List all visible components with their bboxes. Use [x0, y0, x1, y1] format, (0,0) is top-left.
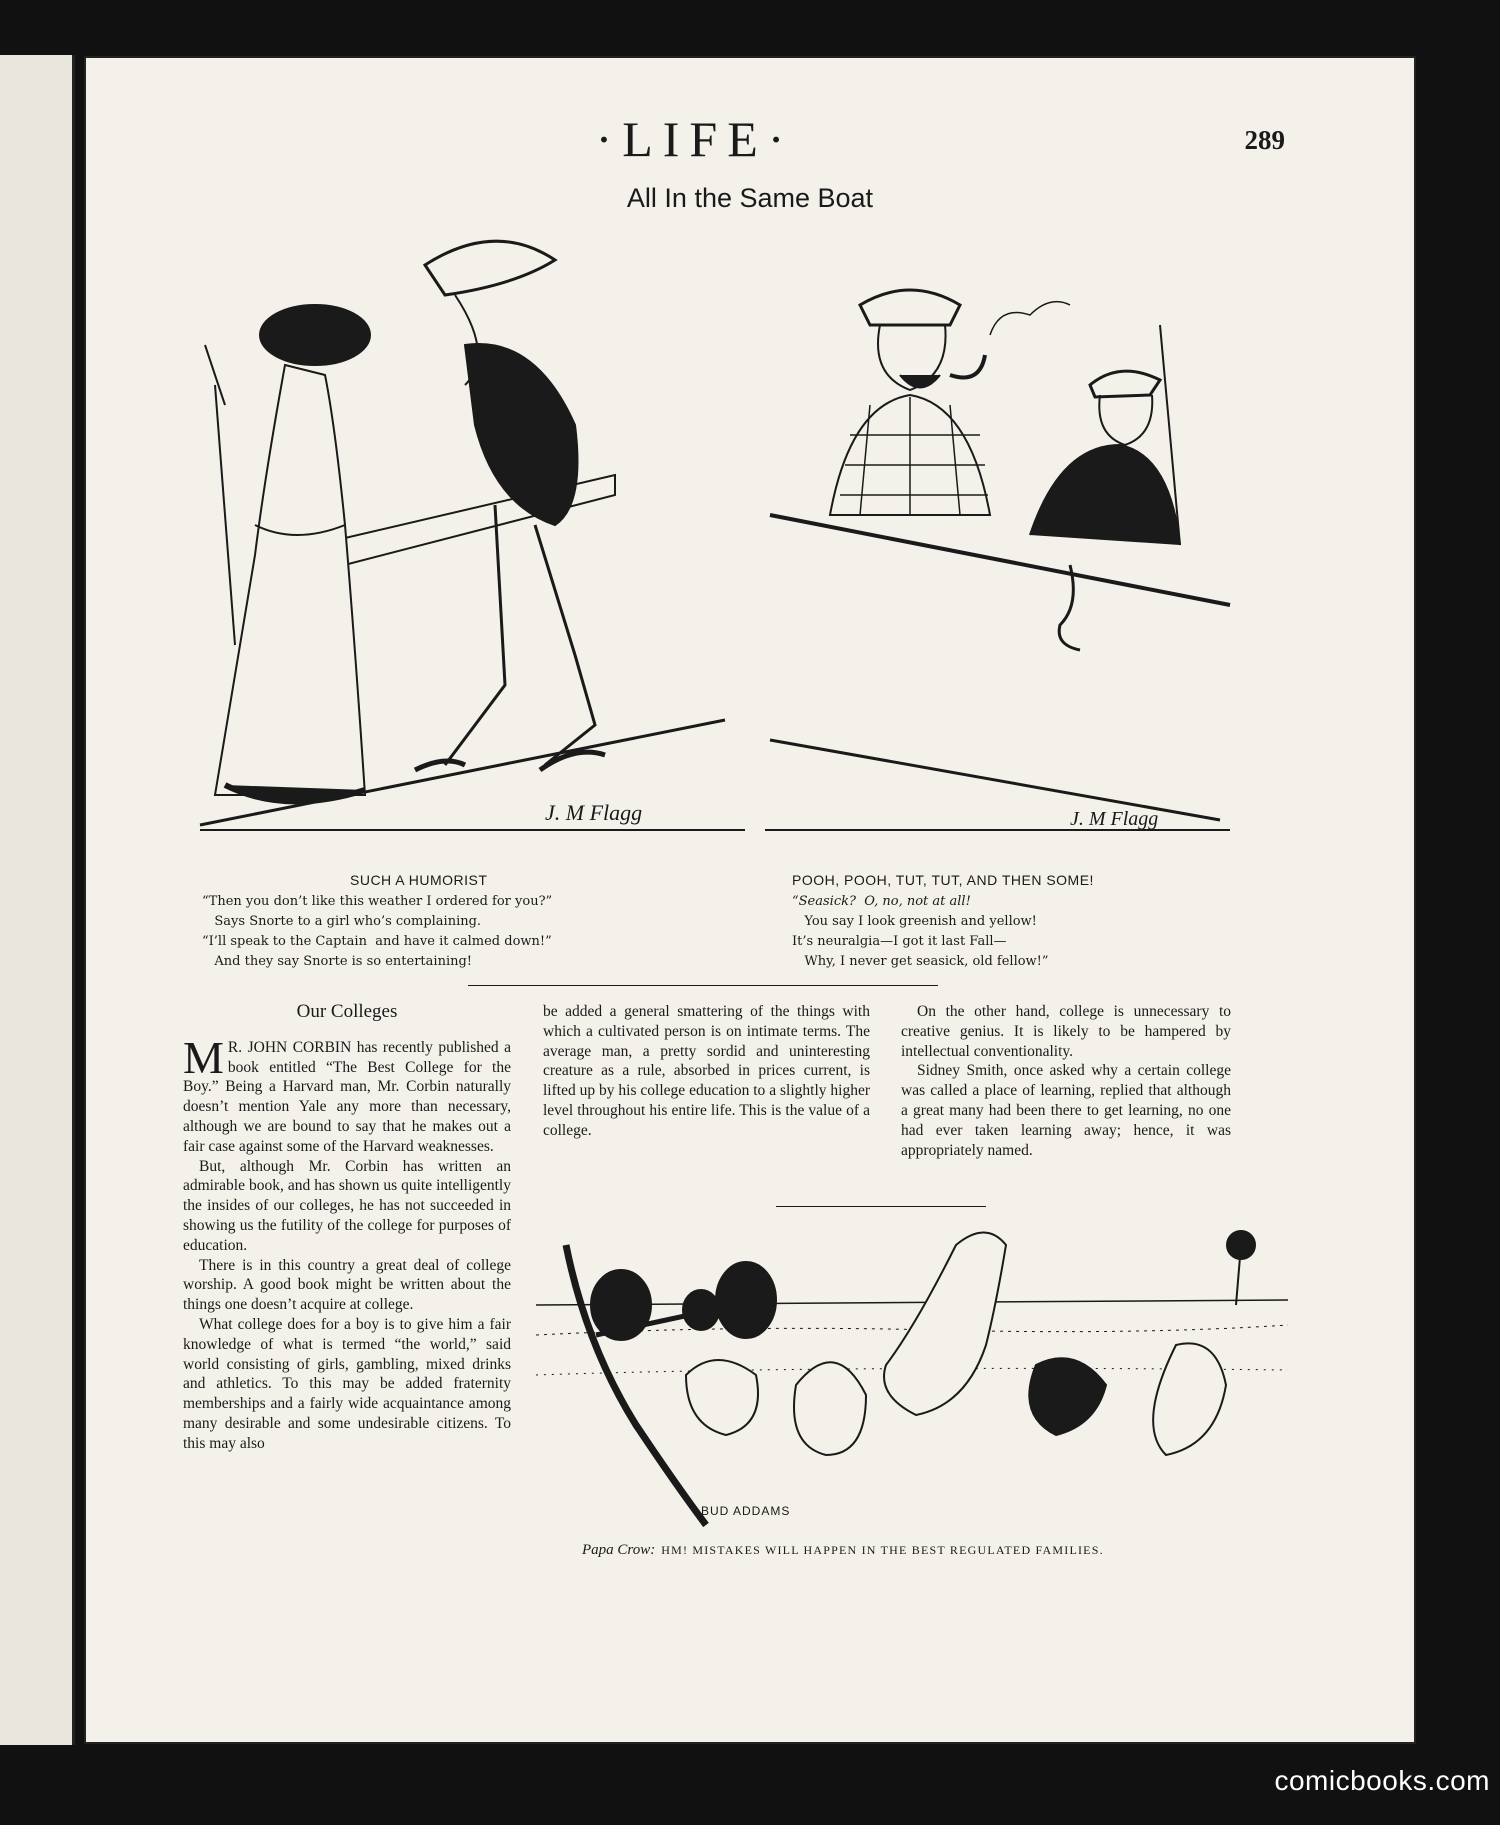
- crow-cartoon-panel: [536, 1225, 1288, 1530]
- caption-title: POOH, POOH, TUT, TUT, AND THEN SOME!: [792, 872, 1094, 888]
- caption-line: It’s neuralgia—I got it last Fall—: [792, 934, 1007, 949]
- article-paragraph: be added a general smattering of the things with which a cultivated person is on intimate terms. The average man, a pretty sordid and uninteresting creature as a rule, absorbed in prices current, is lifted up by his college education to a slightly higher level throughout his entire life. This is the value of a college.: [543, 1003, 870, 1139]
- crow-caption-text: HM! MISTAKES WILL HAPPEN IN THE BEST REGULATED FAMILIES.: [661, 1543, 1104, 1557]
- article-column-1: [183, 1002, 511, 1454]
- cartoon-panel-right: [760, 265, 1235, 840]
- article-column-2: [543, 1002, 870, 1141]
- caption-such-a-humorist: [202, 870, 672, 972]
- crow-illustration: [536, 1225, 1288, 1530]
- caption-line: You say I look greenish and yellow!: [792, 914, 1037, 929]
- seasick-illustration: [760, 265, 1235, 840]
- page-number: 289: [1244, 125, 1285, 155]
- svg-text:J. M Flagg: J. M Flagg: [545, 800, 643, 825]
- caption-line: “Then you don’t like this weather I ordered for you?”: [202, 894, 553, 909]
- humorist-illustration: [195, 225, 755, 840]
- article-title: Our Colleges: [296, 1001, 398, 1022]
- svg-text:J. M Flagg: J. M Flagg: [1070, 808, 1159, 830]
- caption-line: Why, I never get seasick, old fellow!”: [792, 954, 1049, 969]
- caption-pooh-pooh: [792, 870, 1212, 972]
- masthead: ·LIFE·: [595, 111, 795, 167]
- article-paragraph: What college does for a boy is to give him a fair knowledge of what is termed “the world,” said world consisting of girls, gambling, mixed drinks and athletics. To this may be added fraternity memberships and a fairly wide acquaintance among many desirable and some undesirable citizens. To this may also: [183, 1315, 511, 1452]
- article-paragraph: M R. JOHN CORBIN has recently published a book entitled “The Best College for the Boy.” Being a Harvard man, Mr. Corbin naturally doesn’t mention Yale any more than necessary, although we are bound to say that he makes out a fair case against some of the Harvard weaknesses.: [183, 1031, 511, 1155]
- drop-cap: M: [183, 1031, 224, 1083]
- caption-line: Says Snorte to a girl who’s complaining.: [202, 914, 482, 929]
- caption-title: SUCH A HUMORIST: [350, 872, 488, 888]
- article-column-3: [901, 1002, 1231, 1160]
- cartoon-title: All In the Same Boat: [626, 183, 874, 213]
- section-divider: [468, 985, 938, 986]
- article-paragraph: Sidney Smith, once asked why a certain college was called a place of learning, replied that although a great many had been there to get learning, no one had ever taken learning away; hence, it was appropriately named.: [901, 1062, 1231, 1159]
- cartoon-panel-left: [195, 225, 755, 840]
- article-paragraph: There is in this country a great deal of college worship. A good book might be written about the things one doesn’t acquire at college.: [183, 1256, 511, 1314]
- caption-line: And they say Snorte is so entertaining!: [202, 954, 473, 969]
- article-paragraph: On the other hand, college is unnecessary to creative genius. It is likely to be hampered by intellectual conventionality.: [901, 1003, 1231, 1060]
- article-paragraph: But, although Mr. Corbin has written an admirable book, and has shown us quite intelligently the insides of our colleges, he has not succeeded in showing us the futility of the college for purposes of education.: [183, 1157, 511, 1254]
- caption-line: “Seasick? O, no, not at all!: [792, 894, 971, 909]
- site-watermark: comicbooks.com: [1274, 1765, 1490, 1796]
- svg-text:BUD ADDAMS: BUD ADDAMS: [701, 1504, 791, 1518]
- left-page-edge: [0, 55, 75, 1745]
- crow-speaker: Papa Crow:: [582, 1542, 656, 1558]
- column-divider: [776, 1206, 986, 1207]
- caption-line: “I’ll speak to the Captain and have it calmed down!”: [202, 934, 552, 949]
- crow-cartoon-caption: [582, 1542, 1222, 1559]
